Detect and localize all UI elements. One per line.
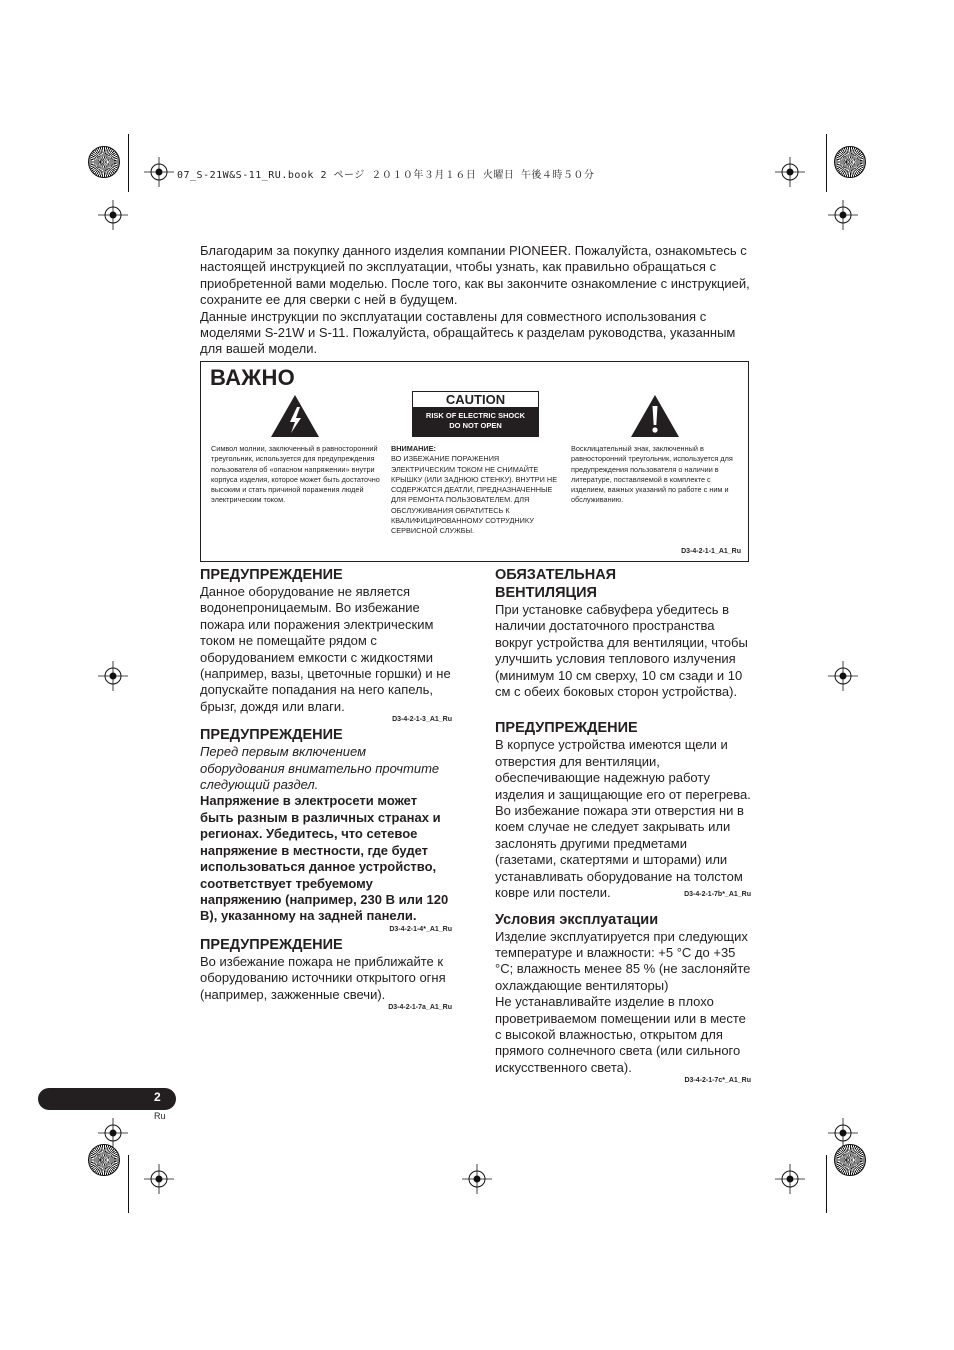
registration-mark	[828, 200, 858, 230]
registration-mark	[144, 1164, 174, 1194]
crop-mark	[826, 1155, 827, 1213]
section-heading: Условия эксплуатации	[495, 911, 659, 928]
important-title: ВАЖНО	[210, 365, 296, 390]
section-text: При установке сабвуфера убедитесь в наличии достаточного пространства вокруг устройства для вентиляции, чтобы улучшить условия теплового излучения (минимум 10 см сверху, 10 см сзади и 10 см с обеих боковых сторон устройства).	[495, 602, 748, 700]
lightning-description: Символ молнии, заключенный в равносторонний треугольник, используется для предупреждения пользователя об «опасном напряжении» внутри корпуса изделия, которое может быть достаточно высоким и стать причиной поражения людей электрическим током.	[211, 444, 380, 505]
crop-mark	[128, 1155, 129, 1213]
registration-mark	[462, 1164, 492, 1194]
caution-label	[412, 391, 539, 437]
crop-mark	[128, 134, 129, 192]
registration-mark	[775, 157, 805, 187]
intro-paragraph: Благодарим за покупку данного изделия компании PIONEER. Пожалуйста, ознакомьтесь с настоящей инструкцией по эксплуатации, чтобы узнать, как правильно обращаться с приобретенной вами моделью. После того, как вы закончите ознакомление с инструкцией, сохраните ее для сверки с ней в будущем.	[200, 243, 750, 308]
file-header: 07_S-21W&S-11_RU.book 2 ページ ２０１０年３月１６日 火曜日 午後４時５０分	[177, 170, 595, 181]
section-text: В корпусе устройства имеются щели и отверстия для вентиляции, обеспечивающие надежную работу изделия и защищающие его от перегрева. Во избежание пожара эти отверстия ни в коем случае не следует закрывать или заслонять другими предметами (газетами, скатертями и шторами) или устанавливать оборудование на толстом ковре или постели.	[495, 737, 751, 901]
section-text: Во избежание пожара не приближайте к оборудованию источники открытого огня (например, зажженные свечи).	[200, 953, 446, 1002]
exclamation-warning-icon	[629, 393, 681, 439]
intro-paragraph: Данные инструкции по эксплуатации составлены для совместного использования с моделями S-21W и S-11. Пожалуйста, обращайтесь к разделам руководства, указанным для вашей модели.	[200, 308, 736, 357]
color-target-icon	[88, 146, 120, 178]
section-heading: ОБЯЗАТЕЛЬНАЯ ВЕНТИЛЯЦИЯ	[495, 567, 617, 601]
page-number: 2	[154, 1090, 161, 1104]
important-box	[200, 361, 749, 562]
caution-description-text: ВО ИЗБЕЖАНИЕ ПОРАЖЕНИЯ ЭЛЕКТРИЧЕСКИМ ТОКОМ НЕ СНИМАЙТЕ КРЫШКУ (ИЛИ ЗАДНЮЮ СТЕНКУ). ВНУТРИ НЕ СОДЕРЖАТСЯ ДЕАТЛИ, ПРЕДНАЗНАЧЕННЫЕ ДЛЯ РЕМОНТА ПОЛЬЗОВАТЕЛЕМ. ДЛЯ ОБСЛУЖИВАНИЯ ОБРАТИТЕСЬ К КВАЛИФИЦИРОВАННОМУ СОТРУДНИКУ СЕРВИСНОЙ СЛУЖБЫ.	[391, 454, 558, 536]
caution-subtext	[412, 408, 539, 437]
section-text: Данное оборудование не является водонепроницаемым. Во избежание пожара или поражения электрическим током не помещайте рядом с оборудованием емкости с жидкостями (например, вазы, цветочные горшки) и не допускайте попадания на него капель, брызг, дождя или влаги.	[200, 584, 451, 714]
lightning-warning-icon	[269, 393, 321, 439]
color-target-icon	[834, 146, 866, 178]
crop-mark	[826, 134, 827, 192]
caution-heading: CAUTION	[412, 391, 539, 408]
doc-code: D3-4-2-1-7c*_A1_Ru	[684, 1077, 751, 1085]
doc-code: D3-4-2-1-7b*_A1_Ru	[684, 890, 751, 898]
doc-code: D3-4-2-1-1_A1_Ru	[681, 548, 741, 555]
left-column	[200, 566, 452, 1011]
doc-code: D3-4-2-1-3_A1_Ru	[392, 716, 452, 724]
caution-subtext-line: RISK OF ELECTRIC SHOCK	[425, 411, 526, 420]
caution-description	[391, 444, 561, 537]
registration-mark	[828, 661, 858, 691]
color-target-icon	[88, 1144, 120, 1176]
registration-mark	[144, 157, 174, 187]
registration-mark	[98, 200, 128, 230]
caution-description-heading: ВНИМАНИЕ:	[391, 444, 436, 453]
doc-code: D3-4-2-1-7a_A1_Ru	[388, 1003, 452, 1011]
section-text-italic: Перед первым включением оборудования внимательно прочтите следующий раздел.	[200, 744, 440, 793]
page-language: Ru	[154, 1111, 166, 1121]
section-heading: ПРЕДУПРЕЖДЕНИЕ	[200, 727, 343, 744]
caution-subtext-line: DO NOT OPEN	[449, 421, 502, 430]
registration-mark	[98, 661, 128, 691]
intro-text	[200, 243, 760, 358]
section-text: Изделие эксплуатируется при следующих температуре и влажности: +5 °C до +35 °C; влажность менее 85 % (не заслоняйте охлаждающие вентиляторы)	[495, 928, 751, 993]
right-column	[495, 566, 751, 1084]
section-text-bold: Напряжение в электросети может быть разным в различных странах и регионах. Убедитесь, что сетевое напряжение в местности, где будет использоваться данное устройство, соответствует требуемому напряжению (например, 230 В или 120 В), указанному на задней панели.	[200, 793, 449, 924]
section-heading: ПРЕДУПРЕЖДЕНИЕ	[495, 720, 638, 737]
color-target-icon	[834, 1144, 866, 1176]
section-heading: ПРЕДУПРЕЖДЕНИЕ	[200, 567, 343, 583]
section-text: Не устанавливайте изделие в плохо проветриваемом помещении или в месте с высокой влажностью, открытом для прямого солнечного света (или сильного искусственного света).	[495, 994, 746, 1075]
section-heading: ПРЕДУПРЕЖДЕНИЕ	[200, 936, 343, 953]
exclamation-description: Восклицательный знак, заключенный в равносторонний треугольник, используется для предупреждения пользователя о наличии в литературе, поставляемой в комплекте с изделием, важных указаний по работе с ним и обслуживанию.	[571, 444, 733, 505]
registration-mark	[775, 1164, 805, 1194]
doc-code: D3-4-2-1-4*_A1_Ru	[389, 925, 452, 933]
